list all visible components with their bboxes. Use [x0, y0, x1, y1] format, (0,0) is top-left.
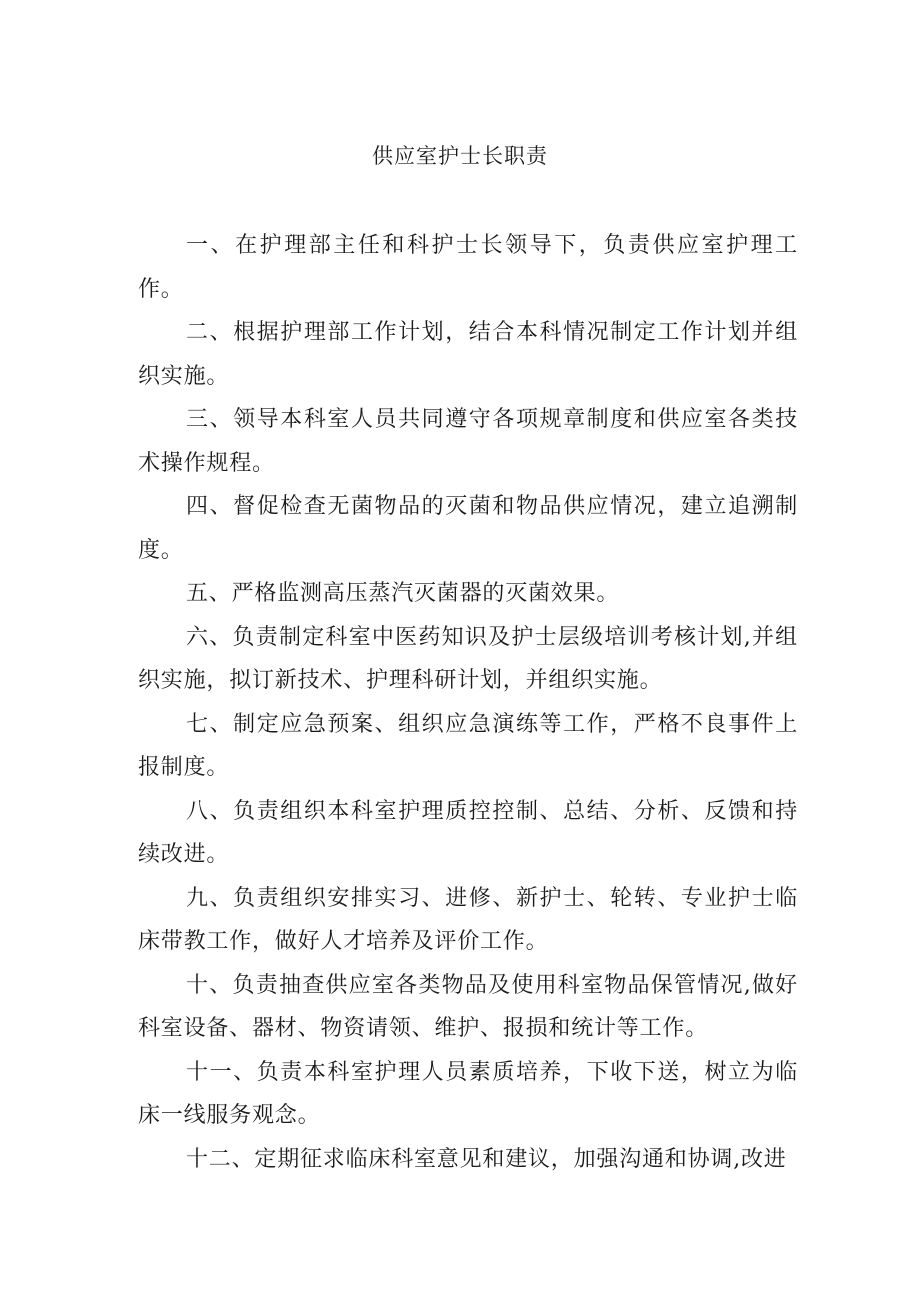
paragraph-6: 六、负责制定科室中医药知识及护士层级培训考核计划,并组织实施，拟订新技术、护理科研计划，并组织实施。: [138, 624, 798, 693]
paragraph-1: 一、在护理部主任和科护士长领导下，负责供应室护理工作。: [138, 233, 798, 302]
document-body: [138, 224, 798, 1181]
paragraph-11: 十一、负责本科室护理人员素质培养，下收下送，树立为临床一线服务观念。: [138, 1059, 798, 1128]
paragraph-8: 八、负责组织本科室护理质控控制、总结、分析、反馈和持续改进。: [138, 798, 798, 867]
paragraph-9: 九、负责组织安排实习、进修、新护士、轮转、专业护士临床带教工作，做好人才培养及评价工作。: [138, 885, 798, 954]
paragraph-2: 二、根据护理部工作计划，结合本科情况制定工作计划并组织实施。: [138, 320, 798, 389]
document-title: 供应室护士长职责: [372, 144, 548, 168]
paragraph-12: 十二、定期征求临床科室意见和建议，加强沟通和协调,改进: [186, 1146, 787, 1172]
paragraph-7: 七、制定应急预案、组织应急演练等工作，严格不良事件上报制度。: [138, 711, 798, 780]
paragraph-3: 三、领导本科室人员共同遵守各项规章制度和供应室各类技术操作规程。: [138, 407, 798, 476]
paragraph-10: 十、负责抽查供应室各类物品及使用科室物品保管情况,做好科室设备、器材、物资请领、维护、报损和统计等工作。: [138, 972, 798, 1041]
paragraph-4: 四、督促检查无菌物品的灭菌和物品供应情况，建立追溯制度。: [138, 494, 798, 563]
paragraph-5: 五、严格监测高压蒸汽灭菌器的灭菌效果。: [186, 581, 620, 606]
